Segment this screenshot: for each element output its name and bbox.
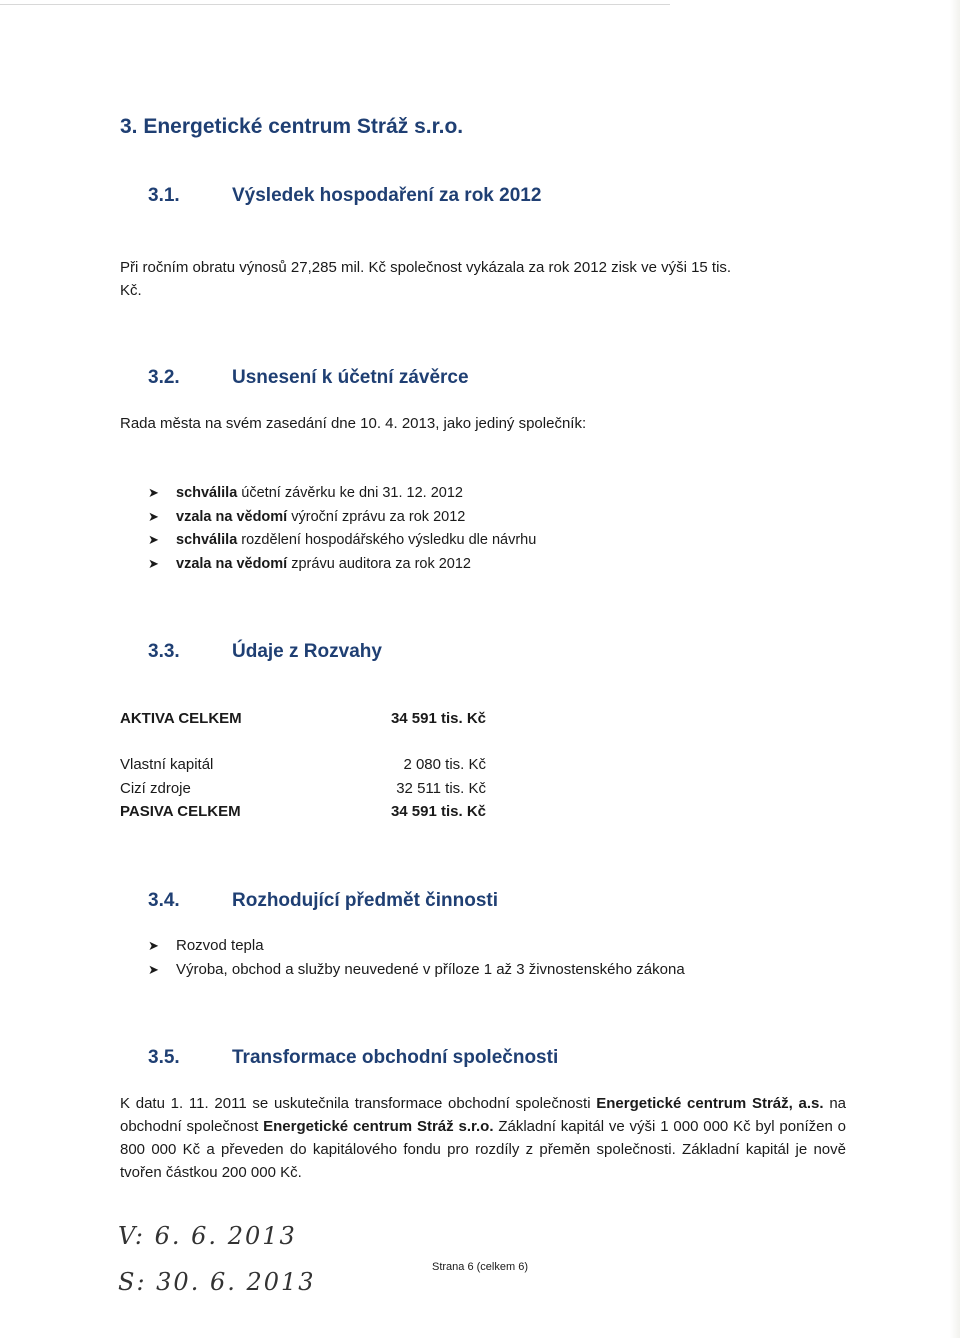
page-number: Strana 6 (celkem 6) <box>432 1261 528 1273</box>
activity-list <box>148 934 685 981</box>
heading-text: Usnesení k účetní závěrce <box>232 367 469 388</box>
page-edge <box>950 0 960 1338</box>
heading-number: 3.4. <box>148 890 180 911</box>
transformation-paragraph: K datu 1. 11. 2011 se uskutečnila transformace obchodní společnosti Energetické centrum Stráž, a.s. na obchodní společnost Energetické centrum Stráž s.r.o. Základní kapitál ve výši 1 000 000 Kč byl ponížen o 800 000 Kč a převeden do kapitálového fondu pro rozdíly z přeměn společnosti. Základní kapitál je nově tvořen částkou 200 000 Kč. <box>120 1095 847 1181</box>
heading-text: Údaje z Rozvahy <box>232 641 382 662</box>
balance-value: 2 080 tis. Kč <box>403 756 486 773</box>
heading-3-1 <box>148 185 541 207</box>
heading-number: 3.5. <box>148 1047 180 1068</box>
arrow-bullet-icon: ➤ <box>148 508 159 524</box>
scan-top-line <box>0 4 670 5</box>
arrow-bullet-icon: ➤ <box>148 961 159 977</box>
heading-3-4 <box>148 890 498 912</box>
result-paragraph <box>120 256 731 302</box>
balance-value: 32 511 tis. Kč <box>396 780 486 797</box>
list-item: ➤ vzala na vědomí zprávu auditora za rok 2012 <box>148 552 536 576</box>
resolution-list <box>148 481 536 575</box>
heading-3-3 <box>148 641 382 663</box>
heading-3-2 <box>148 367 469 389</box>
heading-number: 3.2. <box>148 367 180 388</box>
arrow-bullet-icon: ➤ <box>148 532 159 547</box>
balance-value: 34 591 tis. Kč <box>390 710 486 727</box>
paragraph-line: Kč. <box>120 282 142 299</box>
paragraph-line: Při ročním obratu výnosů 27,285 mil. Kč společnost vykázala za rok 2012 zisk ve výši 15 tis. <box>120 259 732 276</box>
list-item: ➤ schválila rozdělení hospodářského výsledku dle návrhu <box>148 528 536 552</box>
handwritten-note: V: 6. 6. 2013 <box>118 1222 297 1250</box>
arrow-bullet-icon: ➤ <box>148 555 159 571</box>
resolution-intro: Rada města na svém zasedání dne 10. 4. 2013, jako jediný společník: <box>120 415 587 432</box>
heading-number: 3.1. <box>148 185 180 206</box>
list-item: ➤ Výroba, obchod a služby neuvedené v příloze 1 až 3 živnostenského zákona <box>148 958 685 982</box>
handwritten-note: S: 30. 6. 2013 <box>118 1268 316 1296</box>
balance-label: Vlastní kapitál <box>120 756 214 773</box>
section-title: 3. Energetické centrum Stráž s.r.o. <box>120 115 464 138</box>
heading-text: Transformace obchodní společnosti <box>232 1047 559 1068</box>
list-item: ➤ vzala na vědomí výroční zprávu za rok 2012 <box>148 505 536 529</box>
balance-label: PASIVA CELKEM <box>120 803 241 820</box>
heading-text: Rozhodující předmět činnosti <box>232 890 499 911</box>
company-name: Energetické centrum Stráž s.r.o. <box>263 1118 494 1135</box>
company-name: Energetické centrum Stráž, a.s. <box>596 1095 824 1112</box>
heading-number: 3.3. <box>148 641 180 662</box>
balance-value: 34 591 tis. Kč <box>390 803 486 820</box>
balance-label: AKTIVA CELKEM <box>120 710 242 727</box>
heading-text: Výsledek hospodaření za rok 2012 <box>232 185 542 206</box>
list-item: ➤ Rozvod tepla <box>148 934 685 958</box>
balance-label: Cizí zdroje <box>120 780 191 797</box>
arrow-bullet-icon: ➤ <box>148 485 159 500</box>
heading-3-5 <box>148 1047 558 1069</box>
list-item: ➤ schválila účetní závěrku ke dni 31. 12. 2012 <box>148 481 536 505</box>
arrow-bullet-icon: ➤ <box>148 938 159 953</box>
